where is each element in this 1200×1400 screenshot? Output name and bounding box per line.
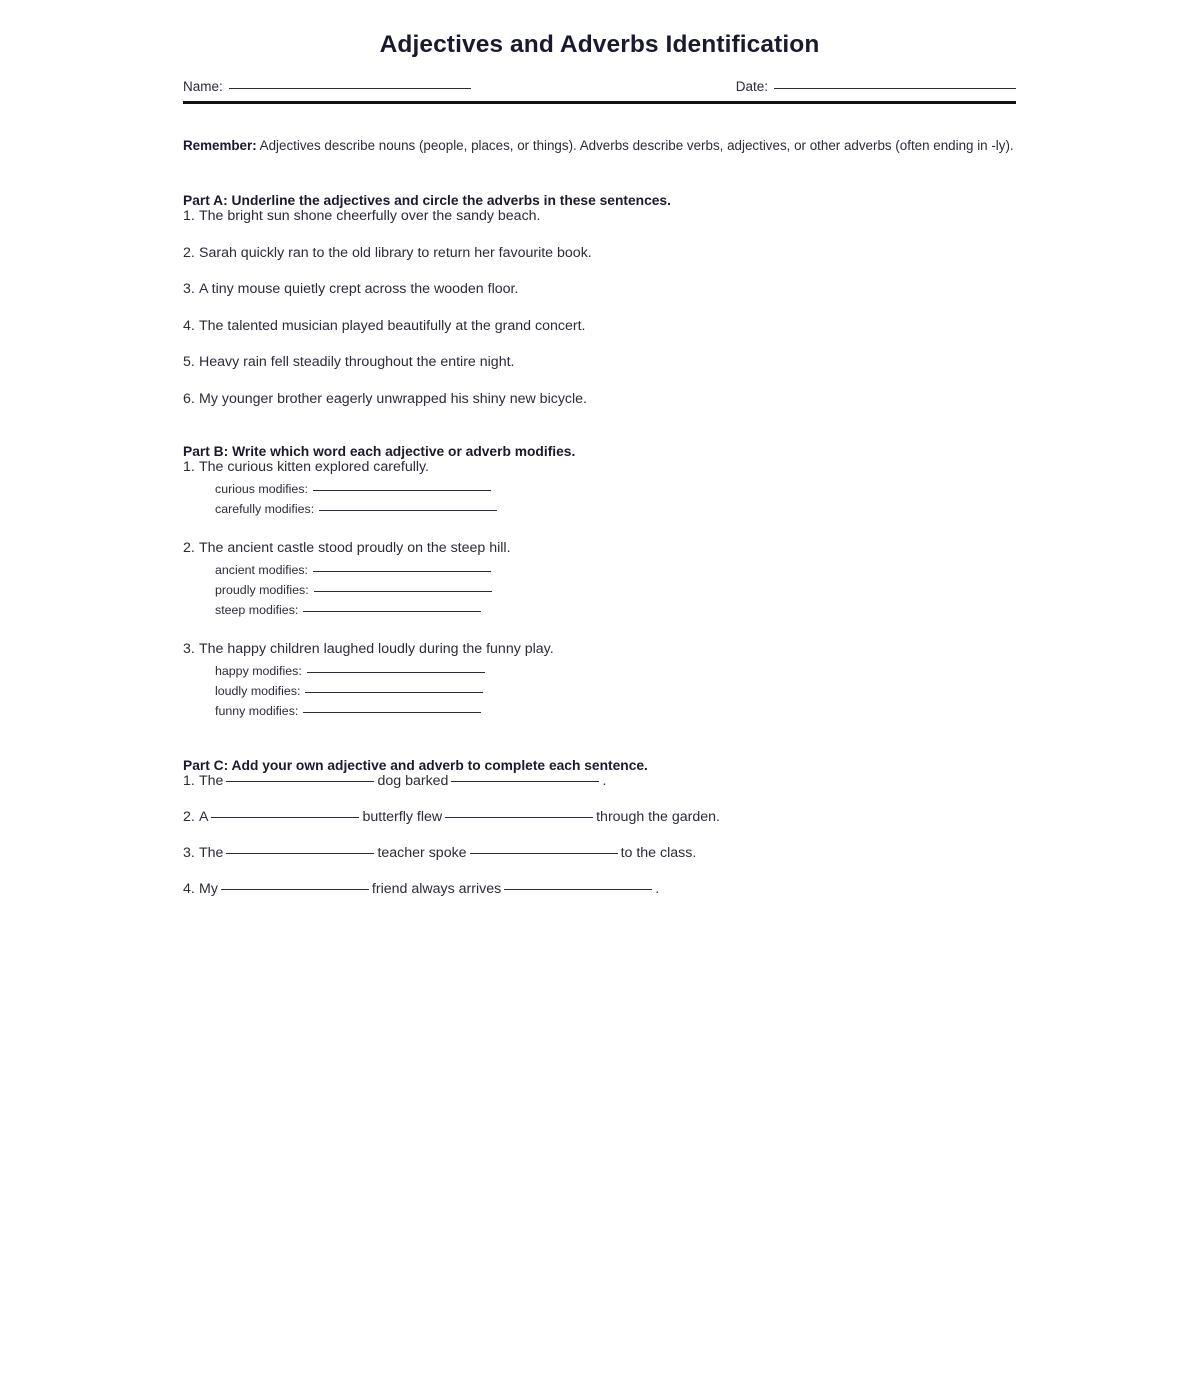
list-item <box>183 881 1016 897</box>
answer-row <box>215 580 1016 600</box>
answer-write-line[interactable] <box>305 692 483 693</box>
answer-label: loudly modifies: <box>215 684 301 699</box>
item-text: My younger brother eagerly unwrapped his shiny new bicycle. <box>199 390 587 407</box>
sentence-middle: dog barked <box>377 773 449 790</box>
adjective-write-line[interactable] <box>221 889 369 890</box>
item-sentence <box>183 641 1016 658</box>
answer-write-line[interactable] <box>313 490 491 491</box>
sentence-after: through the garden. <box>596 809 720 826</box>
part-c-heading: Part C: Add your own adjective and adverb to complete each sentence. <box>183 758 648 774</box>
item-text: A tiny mouse quietly crept across the wooden floor. <box>199 281 519 298</box>
item-text: The happy children laughed loudly during the funny play. <box>199 641 554 658</box>
list-item <box>183 773 1016 789</box>
list-item <box>183 809 1016 825</box>
answer-write-line[interactable] <box>314 591 492 592</box>
item-number: 3. <box>183 845 195 862</box>
item-number: 3. <box>183 281 195 298</box>
list-item <box>183 641 1016 721</box>
answer-row <box>215 479 1016 499</box>
item-number: 4. <box>183 317 195 334</box>
date-label: Date: <box>735 79 768 94</box>
list-item <box>183 459 1016 519</box>
answer-write-line[interactable] <box>313 571 491 572</box>
sentence-before: My <box>199 881 218 898</box>
date-write-line[interactable] <box>774 88 1016 89</box>
name-write-line[interactable] <box>229 88 471 89</box>
sentence-before: A <box>199 809 209 826</box>
item-number: 1. <box>183 458 195 475</box>
sentence-middle: teacher spoke <box>377 845 467 862</box>
answer-row <box>215 560 1016 580</box>
item-number: 5. <box>183 354 195 371</box>
date-field[interactable] <box>736 79 1016 94</box>
adjective-write-line[interactable] <box>211 817 359 818</box>
answer-write-line[interactable] <box>303 712 481 713</box>
part-a-heading: Part A: Underline the adjectives and circle the adverbs in these sentences. <box>183 193 671 209</box>
remember-text: Adjectives describe nouns (people, places, or things). Adverbs describe verbs, adjectives, or other adverbs (often ending in -ly). <box>256 138 1014 153</box>
answer-write-line[interactable] <box>307 672 485 673</box>
part-c-list <box>183 773 1016 897</box>
part-b-heading: Part B: Write which word each adjective or adverb modifies. <box>183 443 576 459</box>
item-text: The bright sun shone cheerfully over the sandy beach. <box>199 208 541 225</box>
answer-blanks <box>199 479 1016 519</box>
name-date-row <box>183 79 1016 94</box>
name-field[interactable] <box>183 79 471 94</box>
list-item <box>183 540 1016 620</box>
name-label: Name: <box>183 79 223 94</box>
answer-label: proudly modifies: <box>215 582 309 597</box>
answer-label: carefully modifies: <box>215 501 315 516</box>
item-number: 2. <box>183 539 195 556</box>
sentence-middle: butterfly flew <box>362 809 443 826</box>
adjective-write-line[interactable] <box>226 853 374 854</box>
answer-label: happy modifies: <box>215 664 302 679</box>
adverb-write-line[interactable] <box>470 853 618 854</box>
answer-row <box>215 600 1016 620</box>
item-text: The talented musician played beautifully at the grand concert. <box>199 317 586 334</box>
remember-note <box>183 136 1016 156</box>
answer-label: curious modifies: <box>215 481 308 496</box>
item-text: The curious kitten explored carefully. <box>199 458 429 475</box>
list-item <box>183 391 1016 407</box>
sentence-after: . <box>602 773 607 790</box>
answer-row <box>215 701 1016 721</box>
answer-label: ancient modifies: <box>215 562 308 577</box>
answer-label: funny modifies: <box>215 704 299 719</box>
item-sentence <box>183 458 1016 475</box>
adverb-write-line[interactable] <box>451 781 599 782</box>
adverb-write-line[interactable] <box>445 817 593 818</box>
answer-blanks <box>199 560 1016 620</box>
sentence-before: The <box>199 845 224 862</box>
item-number: 6. <box>183 390 195 407</box>
adjective-write-line[interactable] <box>226 781 374 782</box>
list-item <box>183 245 1016 261</box>
item-number: 1. <box>183 208 195 225</box>
sentence-after: to the class. <box>620 845 697 862</box>
header-divider <box>183 101 1016 104</box>
answer-write-line[interactable] <box>303 611 481 612</box>
adverb-write-line[interactable] <box>504 889 652 890</box>
list-item <box>183 281 1016 297</box>
remember-label: Remember: <box>183 138 257 153</box>
sentence-after: . <box>655 881 660 898</box>
answer-blanks <box>199 661 1016 721</box>
list-item <box>183 208 1016 224</box>
part-a-list <box>183 208 1016 407</box>
list-item <box>183 318 1016 334</box>
item-text: Sarah quickly ran to the old library to return her favourite book. <box>199 244 592 261</box>
item-number: 4. <box>183 881 195 898</box>
part-b-list <box>183 459 1016 722</box>
answer-row <box>215 499 1016 519</box>
answer-row <box>215 661 1016 681</box>
answer-label: steep modifies: <box>215 602 299 617</box>
item-number: 3. <box>183 641 195 658</box>
item-sentence <box>183 539 1016 556</box>
worksheet-content <box>183 0 1016 897</box>
item-number: 1. <box>183 773 195 790</box>
list-item <box>183 354 1016 370</box>
sentence-middle: friend always arrives <box>371 881 502 898</box>
item-number: 2. <box>183 809 195 826</box>
sentence-before: The <box>199 773 224 790</box>
list-item <box>183 845 1016 861</box>
answer-write-line[interactable] <box>319 510 497 511</box>
answer-row <box>215 681 1016 701</box>
page-title: Adjectives and Adverbs Identification <box>379 31 820 58</box>
item-number: 2. <box>183 244 195 261</box>
item-text: The ancient castle stood proudly on the steep hill. <box>199 539 511 556</box>
item-text: Heavy rain fell steadily throughout the entire night. <box>199 354 515 371</box>
